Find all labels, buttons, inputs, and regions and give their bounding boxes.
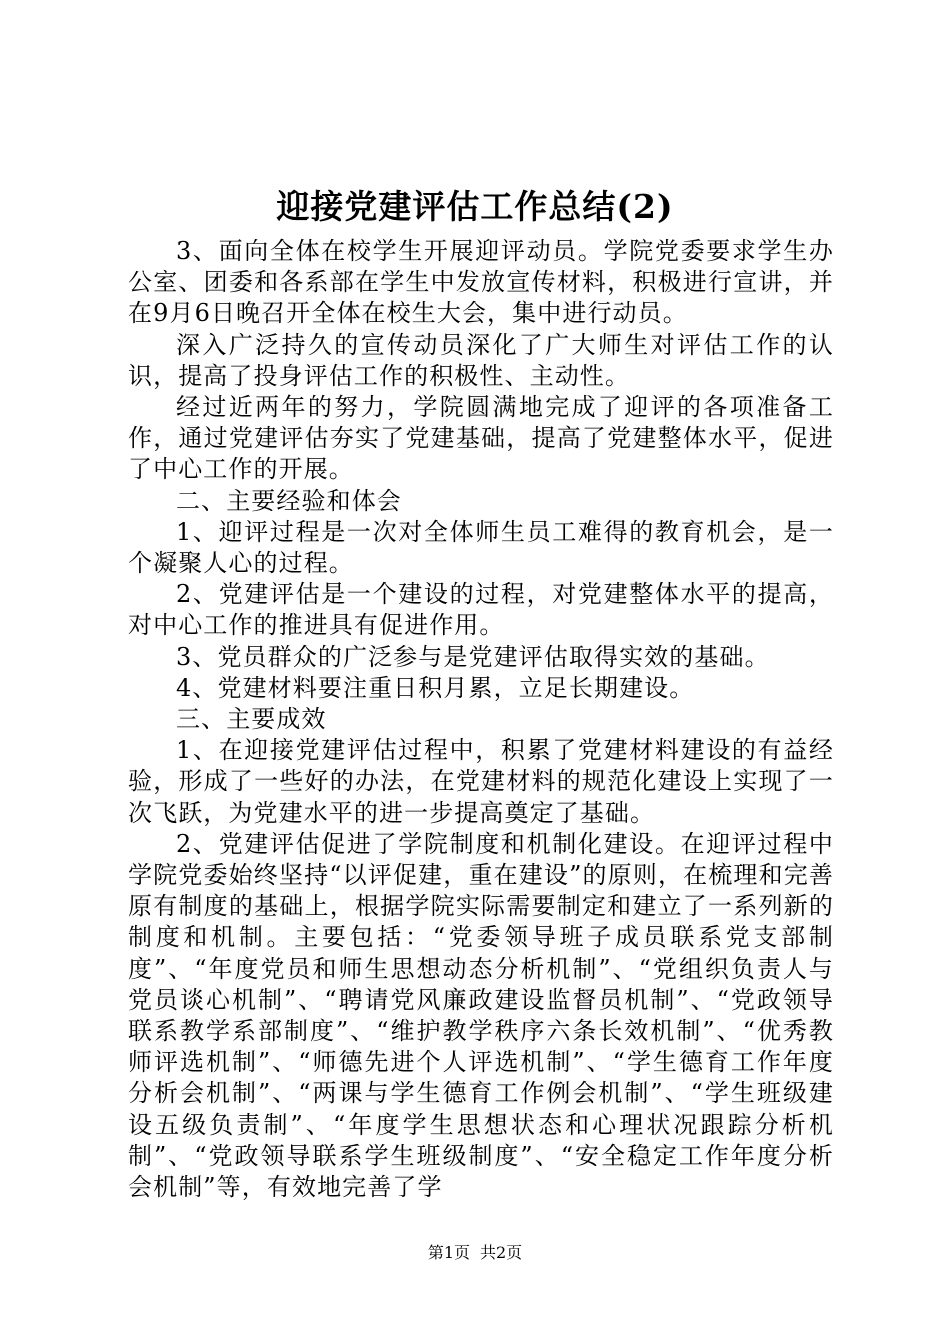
paragraph: 1、迎评过程是一次对全体师生员工难得的教育机会，是一个凝聚人心的过程。 [128, 517, 834, 578]
section-heading: 三、主要成效 [176, 705, 327, 734]
paragraph: 2、党建评估促进了学院制度和机制化建设。在迎评过程中学院党委始终坚持“以评促建，重在建设”的原则，在梳理和完善原有制度的基础上，根据学院实际需要制定和建立了一系列新的制度和机制。主要包括：“党委领导班子成员联系党支部制度”、“年度党员和师生思想动态分析机制”、“党组织负责人与党员谈心机制”、“聘请党风廉政建设监督员机制”、“党政领导联系教学系部制度”、“维护教学秩序六条长效机制”、“优秀教师评选机制”、“师德先进个人评选机制”、“学生德育工作年度分析会机制”、“两课与学生德育工作例会机制”、“学生班级建设五级负责制”、“年度学生思想状态和心理状况跟踪分析机制”、“党政领导联系学生班级制度”、“安全稳定工作年度分析会机制”等，有效地完善了学 [128, 829, 834, 1202]
paragraph: 经过近两年的努力，学院圆满地完成了迎评的各项准备工作，通过党建评估夯实了党建基础，提高了党建整体水平，促进了中心工作的开展。 [128, 393, 834, 484]
page-number: 第1页 [427, 1243, 470, 1262]
document-body [128, 236, 834, 1203]
page-footer [0, 1242, 950, 1264]
paragraph: 2、党建评估是一个建设的过程，对党建整体水平的提高，对中心工作的推进具有促进作用。 [128, 580, 834, 640]
paragraph: 深入广泛持久的宣传动员深化了广大师生对评估工作的认识，提高了投身评估工作的积极性、主动性。 [128, 330, 834, 390]
paragraph: 3、面向全体在校学生开展迎评动员。学院党委要求学生办公室、团委和各系部在学生中发放宣传材料，积极进行宣讲，并在9月6日晚召开全体在校生大会，集中进行动员。 [128, 237, 834, 328]
paragraph: 3、党员群众的广泛参与是党建评估取得实效的基础。 [176, 642, 770, 671]
paragraph: 1、在迎接党建评估过程中，积累了党建材料建设的有益经验，形成了一些好的办法，在党建材料的规范化建设上实现了一次飞跃，为党建水平的进一步提高奠定了基础。 [128, 736, 834, 827]
section-heading: 二、主要经验和体会 [176, 486, 402, 515]
document-title: 迎接党建评估工作总结(2) [276, 187, 674, 226]
total-pages: 共2页 [480, 1243, 523, 1262]
paragraph: 4、党建材料要注重日积月累，立足长期建设。 [176, 673, 695, 702]
